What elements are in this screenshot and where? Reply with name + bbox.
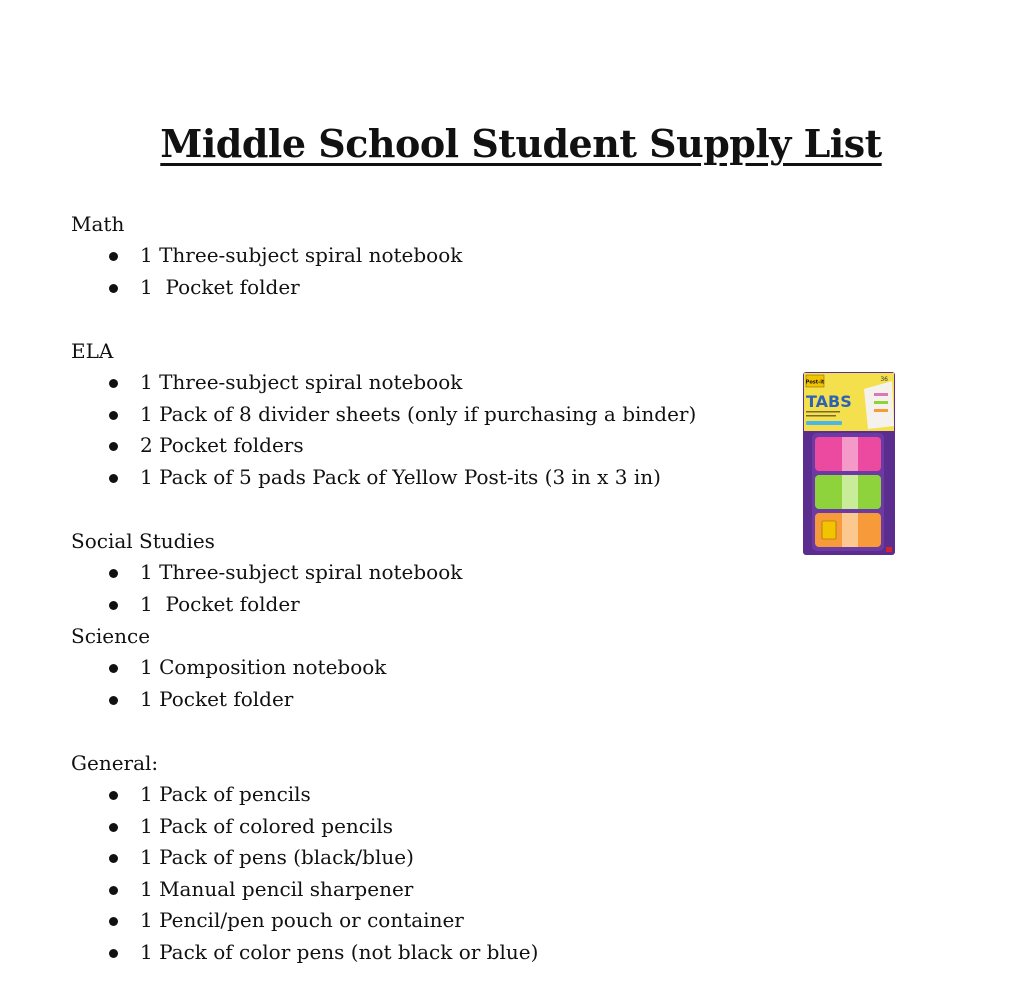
- product-name-text: TABS: [806, 392, 852, 411]
- section-ela: [71, 335, 696, 493]
- list-item: 1 Pocket folder: [71, 272, 462, 304]
- list-item: 1 Pencil/pen pouch or container: [71, 905, 538, 937]
- list-item: 1 Three-subject spiral notebook: [71, 367, 696, 399]
- section-heading-ela: ELA: [71, 339, 114, 363]
- page-title: [0, 118, 1024, 170]
- item-list-math: [71, 240, 462, 303]
- section-science: [71, 620, 386, 715]
- section-heading-science: Science: [71, 624, 151, 648]
- item-list-science: [71, 652, 386, 715]
- list-item: 1 Pocket folder: [71, 684, 386, 716]
- section-social-studies: [71, 525, 462, 620]
- section-general: [71, 747, 538, 969]
- section-heading-math: Math: [71, 212, 125, 236]
- section-heading-general: General:: [71, 751, 159, 775]
- section-heading-social-studies: Social Studies: [71, 529, 215, 553]
- list-item: 1 Three-subject spiral notebook: [71, 557, 462, 589]
- brand-logo-text: Post-it: [805, 379, 825, 386]
- page-title-text: Middle School Student Supply List: [160, 121, 882, 166]
- list-item: 1 Pack of 5 pads Pack of Yellow Post-its (3 in x 3 in): [71, 462, 696, 494]
- section-math: [71, 208, 462, 303]
- list-item: 1 Pack of 8 divider sheets (only if purchasing a binder): [71, 399, 696, 431]
- list-item: 1 Pack of colored pencils: [71, 811, 538, 843]
- list-item: 2 Pocket folders: [71, 430, 696, 462]
- list-item: 1 Composition notebook: [71, 652, 386, 684]
- list-item: 1 Manual pencil sharpener: [71, 874, 538, 906]
- item-list-social-studies: [71, 557, 462, 620]
- list-item: 1 Pack of pencils: [71, 779, 538, 811]
- item-list-general: [71, 779, 538, 969]
- list-item: 1 Pack of pens (black/blue): [71, 842, 538, 874]
- item-list-ela: [71, 367, 696, 493]
- post-it-tabs-package-icon: [802, 371, 896, 556]
- list-item: 1 Three-subject spiral notebook: [71, 240, 462, 272]
- list-item: 1 Pack of color pens (not black or blue): [71, 937, 538, 969]
- list-item: 1 Pocket folder: [71, 589, 462, 621]
- count-text: 36: [880, 376, 888, 383]
